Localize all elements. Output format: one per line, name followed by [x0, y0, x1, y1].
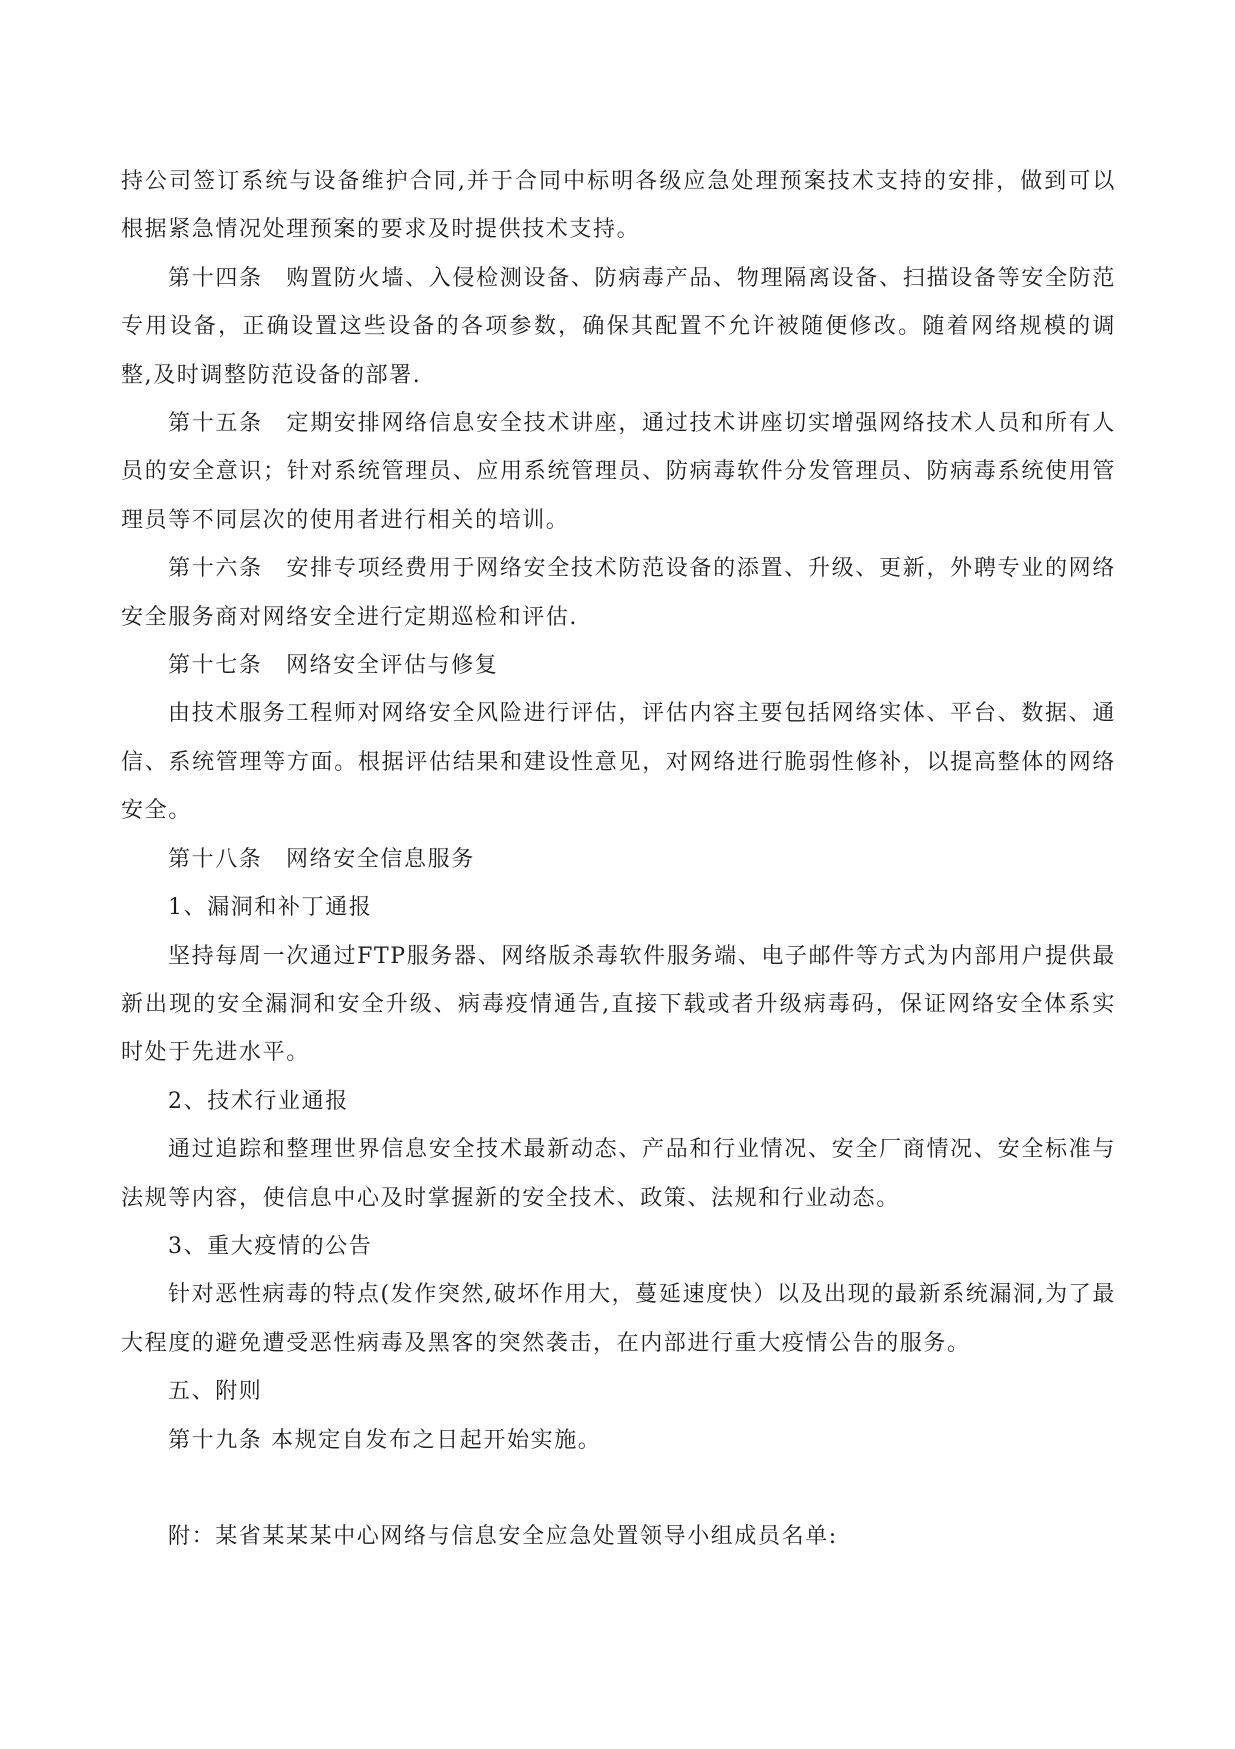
subheading-epidemic-notice: 3、重大疫情的公告 — [168, 1233, 373, 1259]
subheading-industry-report: 2、技术行业通报 — [168, 1088, 349, 1114]
heading-article-17: 第十七条 网络安全评估与修复 — [168, 653, 499, 679]
subheading-vulnerability-patch: 1、漏洞和补丁通报 — [168, 895, 373, 921]
document-body — [121, 158, 1116, 1561]
paragraph-article-14: 第十四条 购置防火墙、入侵检测设备、防病毒产品、物理隔离设备、扫描设备等安全防范专用设备，正确设置这些设备的各项参数，确保其配置不允许被随便修改。随着网络规模的调整,及时调整防范设备的部署. — [121, 265, 1116, 388]
paragraph-article-19: 第十九条 本规定自发布之日起开始实施。 — [168, 1427, 602, 1453]
paragraph-contract-continuation: 持公司签订系统与设备维护合同,并于合同中标明各级应急处理预案技术支持的安排，做到可以根据紧急情况处理预案的要求及时提供技术支持。 — [121, 169, 1116, 243]
paragraph-vulnerability-patch: 坚持每周一次通过FTP服务器、网络版杀毒软件服务端、电子邮件等方式为内部用户提供最新出现的安全漏洞和安全升级、病毒疫情通告,直接下载或者升级病毒码，保证网络安全体系实时处于先进水平。 — [121, 943, 1116, 1066]
appendix-note: 附：某省某某某中心网络与信息安全应急处置领导小组成员名单: — [168, 1523, 838, 1549]
heading-article-18: 第十八条 网络安全信息服务 — [168, 846, 475, 872]
paragraph-article-16: 第十六条 安排专项经费用于网络安全技术防范设备的添置、升级、更新，外聘专业的网络安全服务商对网络安全进行定期巡检和评估. — [121, 556, 1116, 630]
paragraph-industry-report: 通过追踪和整理世界信息安全技术最新动态、产品和行业情况、安全厂商情况、安全标准与法规等内容，使信息中心及时掌握新的安全技术、政策、法规和行业动态。 — [121, 1137, 1116, 1211]
paragraph-article-17-body: 由技术服务工程师对网络安全风险进行评估，评估内容主要包括网络实体、平台、数据、通信、系统管理等方面。根据评估结果和建设性意见，对网络进行脆弱性修补，以提高整体的网络安全。 — [121, 701, 1116, 824]
paragraph-article-15: 第十五条 定期安排网络信息安全技术讲座，通过技术讲座切实增强网络技术人员和所有人员的安全意识；针对系统管理员、应用系统管理员、防病毒软件分发管理员、防病毒系统使用管理员等不同层次的使用者进行相关的培训。 — [121, 411, 1116, 533]
section-supplementary-provisions: 五、附则 — [168, 1379, 263, 1405]
paragraph-epidemic-notice: 针对恶性病毒的特点(发作突然,破坏作用大，蔓延速度快）以及出现的最新系统漏洞,为了最大程度的避免遭受恶性病毒及黑客的突然袭击，在内部进行重大疫情公告的服务。 — [121, 1282, 1116, 1356]
blank-line — [121, 1465, 1116, 1513]
